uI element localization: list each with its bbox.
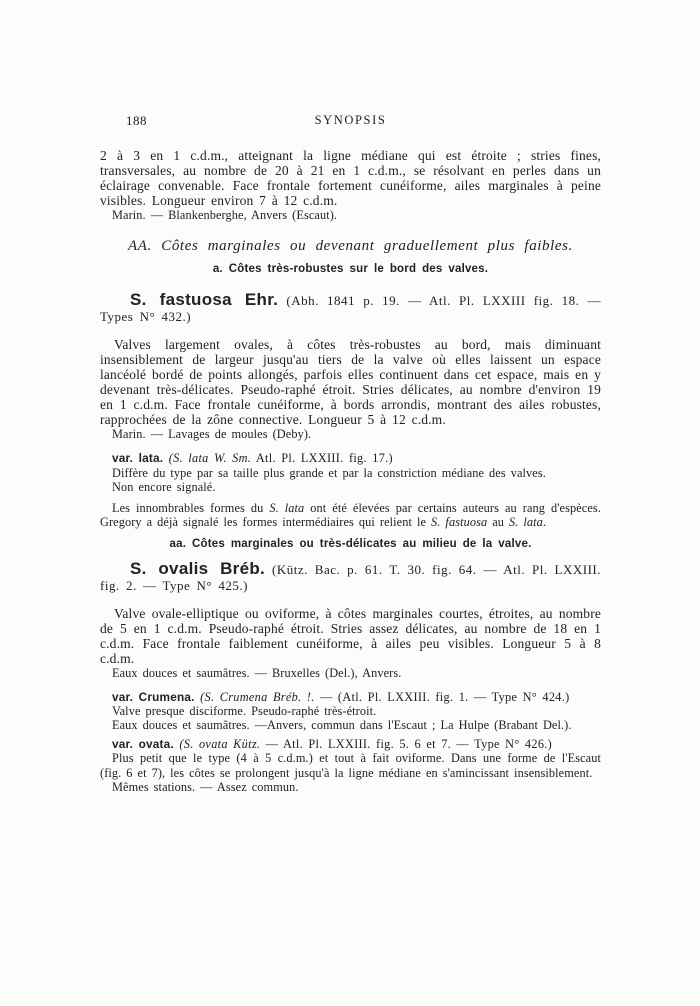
section-heading-a: a. Côtes très-robustes sur le bord des valves. (212, 263, 489, 276)
page-header (100, 113, 601, 129)
crumena-description: Valve presque disciforme. Pseudo-raphé très-étroit. (112, 703, 377, 718)
species-heading-ovalis: S. ovalis Bréb. (Kütz. Bac. p. 61. T. 30. fig. 64. — Atl. Pl. LXXIII. fig. 2. — Type N° 425.) (100, 559, 601, 593)
variety-heading-crumena: var. Crumena. (S. Crumena Bréb. !. — (Atl. Pl. LXXIII. fig. 1. — Type N° 424.) (112, 689, 570, 704)
ovalis-description: Valve ovale-elliptique ou oviforme, à côtes marginales courtes, étroites, au nombre de 5 en 1 c.d.m. Pseudo-raphé étroit. Stries assez délicates, au nombre de 18 en 1 c.d.m. Face frontale faiblement cunéiforme, à ailes peu visibles. Longueur 5 à 8 c.d.m. (100, 606, 601, 667)
running-title: SYNOPSIS (314, 113, 387, 127)
fastuosa-note: Les innombrables formes du S. lata ont été élevées par certains auteurs au rang d'espèces. Gregory a déjà signalé les formes intermédiaires qui relient le S. fastuosa au S. lata. (100, 501, 601, 530)
variety-heading-lata: var. lata. (S. lata W. Sm. Atl. Pl. LXXIII. fig. 17.) (112, 451, 393, 466)
variety-heading-ovata: var. ovata. (S. ovata Kütz. — Atl. Pl. LXXIII. fig. 5. 6 et 7. — Type N° 426.) (112, 737, 553, 752)
text-column (100, 0, 601, 794)
fastuosa-habitat-line: Marin. — Lavages de moules (Deby). (112, 427, 312, 442)
crumena-distribution: Eaux douces et saumâtres. —Anvers, commun dans l'Escaut ; La Hulpe (Brabant Del.). (112, 718, 572, 733)
section-heading-AA: AA. Côtes marginales ou devenant graduellement plus faibles. (128, 238, 573, 255)
lata-distribution: Non encore signalé. (112, 479, 216, 494)
species-heading-fastuosa: S. fastuosa Ehr. (Abh. 1841 p. 19. — Atl. Pl. LXXIII fig. 18. —Types N° 432.) (100, 290, 601, 324)
ovata-distribution: Mêmes stations. — Assez commun. (112, 779, 299, 794)
lata-description: Diffère du type par sa taille plus grande et par la constriction médiane des valves. (112, 465, 546, 480)
intro-continuation-paragraph: 2 à 3 en 1 c.d.m., atteignant la ligne médiane qui est étroite ; stries fines, transversales, au nombre de 20 à 21 en 1 c.d.m., se résolvant en perles dans un éclairage convenable. Face frontale fortement cunéiforme, ailes marginales à peine visibles. Longueur environ 7 à 12 c.d.m. (100, 148, 601, 208)
ovalis-habitat-line: Eaux douces et saumâtres. — Bruxelles (Del.), Anvers. (112, 666, 402, 681)
intro-habitat-line: Marin. — Blankenberghe, Anvers (Escaut). (112, 208, 338, 222)
section-heading-aa: aa. Côtes marginales ou très-délicates au milieu de la valve. (169, 538, 532, 551)
ovata-description: Plus petit que le type (4 à 5 c.d.m.) et tout à fait oviforme. Dans une forme de l'Escaut (fig. 6 et 7), les côtes se prolongent jusqu'à la ligne médiane en s'amincissant insensiblement. (100, 751, 601, 780)
page-number: 188 (126, 113, 147, 128)
fastuosa-description: Valves largement ovales, à côtes très-robustes au bord, mais diminuant insensiblement de largeur jusqu'au tiers de la valve où elles laissent un espace lancéolé bordé de points allongés, parfois elles continuent dans cet espace, mais en y devenant très-délicates. Pseudo-raphé étroit. Stries délicates, au nombre d'environ 19 en 1 c.d.m. Face frontale cunéiforme, à bords arrondis, montrant des ailes robustes, rapprochées de la zône connective. Longueur 5 à 12 c.d.m. (100, 337, 601, 428)
